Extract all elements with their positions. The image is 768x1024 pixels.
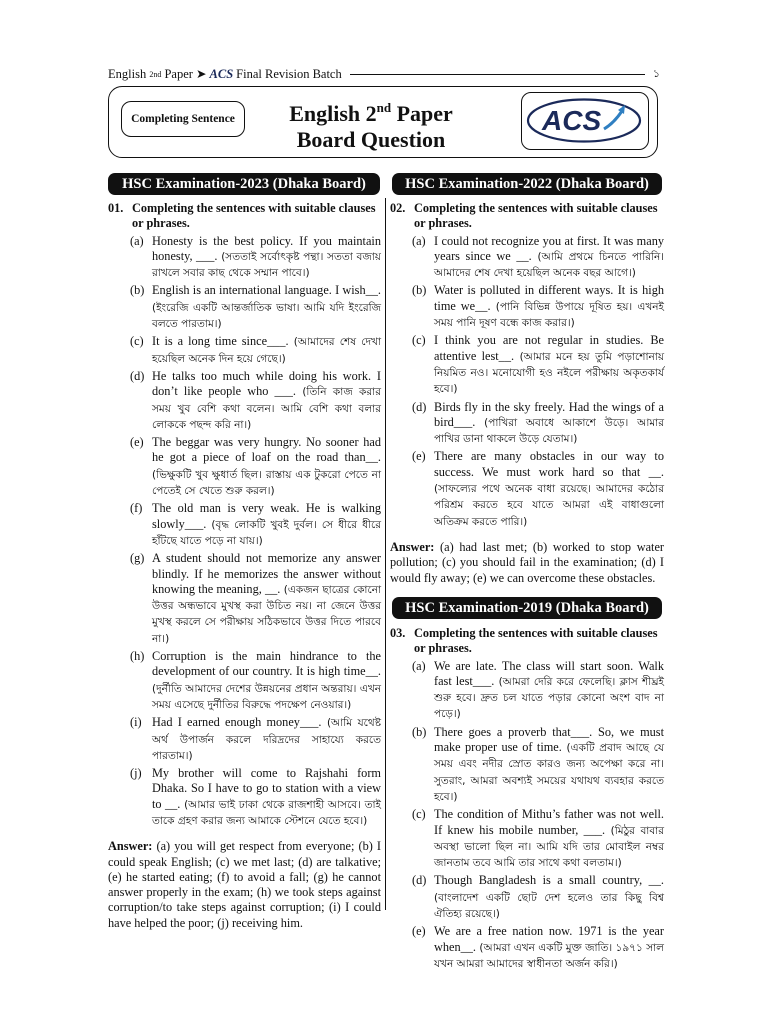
question-block-02	[390, 201, 664, 586]
section-title-2023: HSC Examination-2023 (Dhaka Board)	[108, 173, 380, 195]
list-item: (j) My brother will come to Rajshahi form Dhaka. So I have to go to station with a view to __. (আমার ভাই ঢাকা থেকে রাজশাহী আসবে। তাই তাকে গ্রহণ করার জন্য আমাকে স্টেশনে যেতে হবে।)	[130, 766, 381, 827]
list-item: (c) The condition of Mithu’s father was not well. If knew his mobile number, ___. (মিঠুর বাবার অবস্থা ভালো ছিল না। আমি যদি তার মোবাইল নম্বর জানতাম তবে আমি তার সাথে কথা বলতাম।)	[412, 807, 664, 870]
question-items	[130, 234, 381, 830]
list-item: (b) There goes a proverb that___. So, we must make proper use of time. (একটি প্রবাদ আছে যে সময় এবং নদীর স্রোত কারও জন্য অপেক্ষা করে না। সুতরাং, আমরা অবশ্যই সময়ের যথাযথ ব্যবহার করতে হবে।)	[412, 724, 664, 803]
list-item: (g) A student should not memorize any answer blindly. If he memorizes the answer without knowing the meaning, __. (একজন ছাত্রের কোনো উত্তর অন্ধভাবে মুখস্থ করা উচিত নয়। না জেনে উত্তর মুখস্থ করলে সে পরীক্ষায় সঠিকভাবে উত্তর দিতে পারবে না।)	[130, 551, 382, 645]
list-item: (b) Water is polluted in different ways. It is high time we__. (পানি বিভিন্ন উপায়ে দূষিত হয়। এখনই সময় পানি দূষণ বন্ধে কাজ করার।)	[412, 283, 664, 330]
running-header-brand: ACS	[209, 66, 234, 81]
question-items	[412, 659, 664, 973]
list-item: (i) Had I earned enough money___. (আমি যথেষ্ট অর্থ উপার্জন করলে দরিদ্রদের সাহায্যে করতে পারতাম।)	[130, 715, 381, 762]
list-item: (a) Honesty is the best policy. If you maintain honesty, ___. (সততাই সর্বোৎকৃষ্ট পন্থা। সততা বজায় রাখলে সবার কাছ থেকে সম্মান পাবে।)	[130, 233, 381, 280]
question-number: 03.	[390, 626, 406, 640]
question-number: 01.	[108, 201, 124, 215]
list-item: (d) He talks too much while doing his work. I don’t like people who ___. (তিনি কাজ করার সময় খুব বেশি কথা বলেন। আমি বেশি কথা বলার লোককে পছন্দ করি না।)	[130, 368, 381, 431]
topic-badge: Completing Sentence	[121, 101, 245, 137]
answer-label: Answer:	[108, 839, 153, 854]
list-item: (a) We are late. The class will start soon. Walk fast lest___. (আমরা দেরি করে ফেলেছি। ক্লাস শীঘ্রই শুরু হবে। দ্রুত চল যাতে পড়ার কোনো অংশ বাদ না পড়ে।)	[412, 658, 664, 721]
question-prompt: Completing the sentences with suitable clauses or phrases.	[132, 201, 376, 231]
running-header-paper: Paper	[164, 66, 193, 81]
section-title-2022: HSC Examination-2022 (Dhaka Board)	[392, 173, 662, 195]
page-number: ১	[652, 67, 660, 80]
answer-text: (a) you will get respect from everyone; (b) I could speak English; (c) we met last; (d) are talkative; (e) he started eating; (f) to avoid a fall; (g) he cannot answer properly in the exam; (h) we took steps against corruption/to take steps against corruption; (i) I could have helped the poor; (j) receiving him.	[108, 839, 381, 930]
question-prompt: Completing the sentences with suitable clauses or phrases.	[414, 201, 658, 231]
logo-text: ACS	[542, 105, 602, 136]
answer-block	[390, 540, 664, 586]
page-title	[259, 95, 483, 153]
question-block-01	[108, 201, 381, 931]
arrow-icon: ➤	[196, 67, 207, 81]
running-header-rule	[350, 74, 645, 75]
column-divider	[385, 198, 386, 910]
question-items	[412, 234, 664, 530]
list-item: (e) We are a free nation now. 1971 is the year when__. (আমরা এখন একটি মুক্ত জাতি। ১৯৭১ সাল যখন আমরা আমাদের স্বাধীনতা অর্জন করি।)	[412, 924, 664, 970]
running-header-sup: 2nd	[149, 69, 162, 79]
list-item: (d) Though Bangladesh is a small country, __. (বাংলাদেশ একটি ছোট দেশ হলেও তার কিছু বিশ্ব ঐতিহ্য রয়েছে।)	[412, 873, 664, 921]
list-item: (e) There are many obstacles in our way to success. We must work hard so that __. (সাফল্যের পথে অনেক বাধা রয়েছে। আমাদের কঠোর পরিশ্রম করতে হবে যাতে আমরা এই বাধাগুলো অতিক্রম করতে পারি।)	[412, 449, 664, 528]
title-banner	[108, 86, 658, 158]
question-heading	[390, 201, 664, 232]
list-item: (c) I think you are not regular in studies. Be attentive lest__. (আমার মনে হয় তুমি পড়াশোনায় নিয়মিত নও। মনোযোগী হও নইলে পরীক্ষায় অকৃতকার্য হবে।)	[412, 333, 665, 396]
question-heading	[390, 626, 664, 657]
title-line-2: Board Question	[296, 127, 446, 152]
list-item: (b) English is an international language. I wish__. (ইংরেজি একটি আন্তর্জাতিক ভাষা। আমি যদি ইংরেজি বলতে পারতাম।)	[130, 283, 381, 331]
list-item: (d) Birds fly in the sky freely. Had the wings of a bird___. (পাখিরা অবাধে আকাশে উড়ে। আমার পাখির ডানা থাকলে উড়ে যেতাম।)	[412, 399, 664, 446]
list-item: (e) The beggar was very hungry. No sooner had he got a piece of loaf on the road than__. (ভিক্ষুকটি খুব ক্ষুধার্ত ছিল। রাস্তায় এক টুকরো পেতে না পেতেই সে খেতে শুরু করল।)	[130, 435, 381, 498]
title-line-1: English 2nd Paper	[289, 100, 453, 126]
running-header-batch: Final Revision Batch	[236, 66, 342, 81]
list-item: (h) Corruption is the main hindrance to the development of our country. It is high time__. (দুর্নীতি আমাদের দেশের উন্নয়নের প্রধান অন্তরায়। এখন সময় এসেছে দুর্নীতির বিরুদ্ধে পদক্ষেপ নেওয়ার।)	[130, 649, 381, 711]
acs-logo	[521, 92, 649, 150]
list-item: (f) The old man is very weak. He is walking slowly___. (বৃদ্ধ লোকটি খুবই দুর্বল। সে ধীরে ধীরে হাঁটছে যাতে পড়ে না যায়।)	[130, 501, 381, 547]
question-number: 02.	[390, 201, 406, 215]
list-item: (c) It is a long time since___. (আমাদের শেষ দেখা হয়েছিল অনেক দিন হয়ে গেছে।)	[130, 334, 381, 365]
running-header-subject: English	[108, 66, 147, 81]
running-header	[108, 64, 660, 84]
answer-block	[108, 839, 381, 931]
list-item: (a) I could not recognize you at first. It was many years since we __. (আমি প্রথমে চিনতে পারিনি। আমাদের শেষ দেখা হয়েছিল অনেক বছর আগে।)	[412, 233, 664, 280]
question-prompt: Completing the sentences with suitable clauses or phrases.	[414, 626, 658, 656]
answer-text: (a) had last met; (b) worked to stop water pollution; (c) you should fail in the examination; (d) I would fly away; (e) we can overcome these obstacles.	[390, 539, 664, 585]
section-title-2019: HSC Examination-2019 (Dhaka Board)	[392, 597, 662, 619]
answer-label: Answer:	[390, 539, 435, 554]
question-block-03	[390, 626, 664, 972]
question-heading	[108, 201, 381, 232]
